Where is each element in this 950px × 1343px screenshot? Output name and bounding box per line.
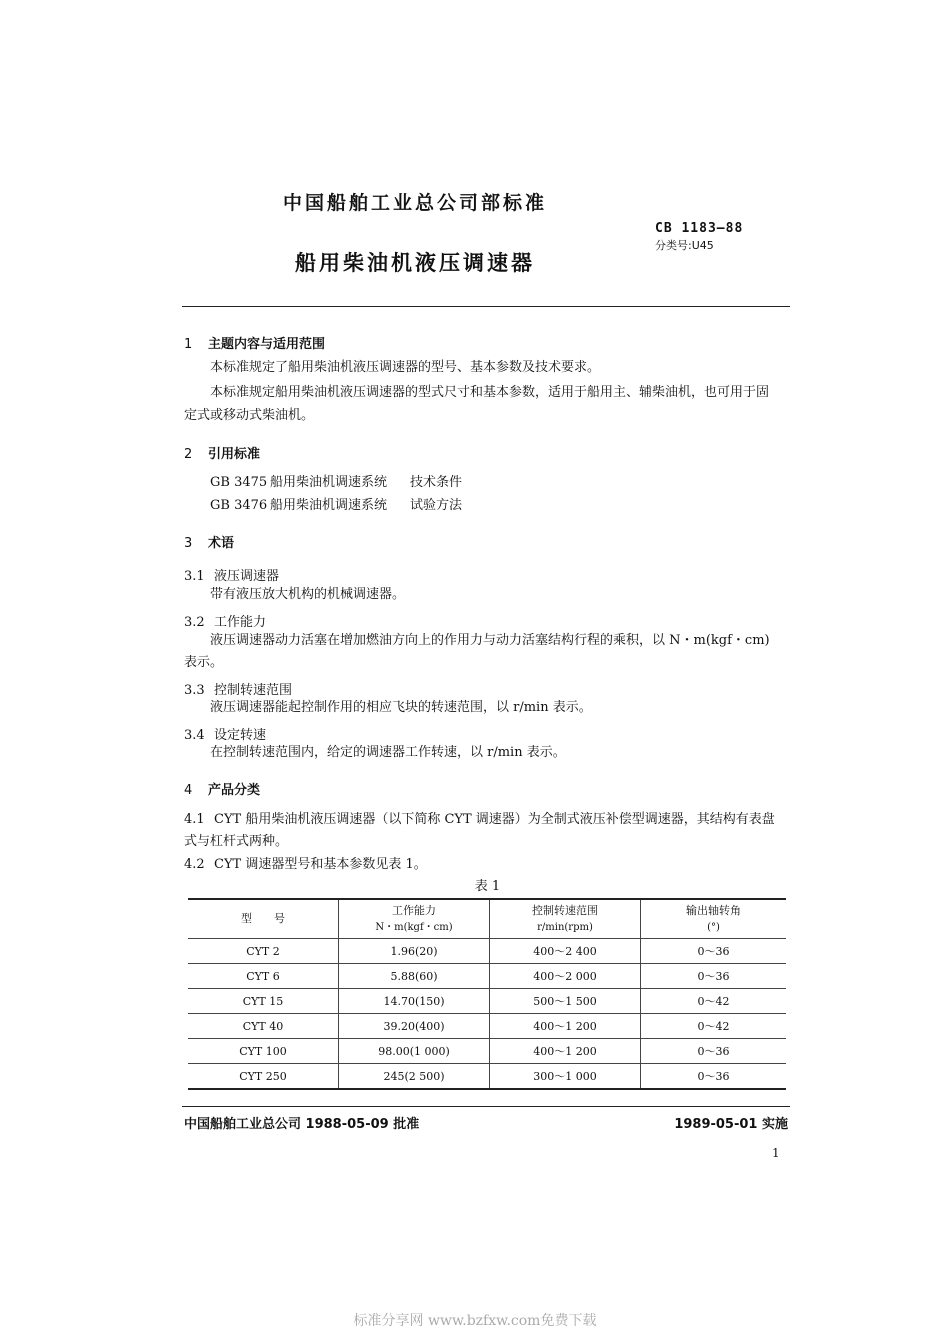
term-3-2-number: 3.2	[184, 615, 205, 630]
section-4-heading	[184, 779, 260, 798]
standard-title: 船用柴油机液压调速器	[295, 251, 535, 275]
cell-model: CYT 6	[188, 964, 339, 989]
term-3-4-number: 3.4	[184, 728, 205, 743]
cell-capacity: 245(2 500)	[339, 1064, 490, 1090]
cell-output-angle: 0～36	[641, 1064, 787, 1090]
cell-capacity: 98.00(1 000)	[339, 1039, 490, 1064]
reference-1-part: 技术条件	[410, 475, 463, 490]
section-3-title: 术语	[208, 536, 235, 551]
cell-model: CYT 100	[188, 1039, 339, 1064]
term-3-3	[184, 679, 292, 698]
header-output-angle-unit: (°)	[707, 922, 720, 933]
site-watermark: 标准分享网 www.bzfxw.com免费下载	[353, 1313, 597, 1329]
table-header-row	[188, 899, 786, 939]
header-divider	[182, 306, 790, 307]
cell-speed-range: 400～1 200	[490, 1039, 641, 1064]
clause-4-1-text-b: 式与杠杆式两种。	[184, 834, 289, 849]
header-capacity	[339, 899, 490, 939]
section-3-heading	[184, 532, 234, 551]
section-1-paragraph-2b: 定式或移动式柴油机。	[184, 408, 315, 423]
term-3-2-definition-a: 液压调速器动力活塞在增加燃油方向上的作用力与动力活塞结构行程的乘积，以 N・m(kgf・cm)	[210, 633, 770, 648]
cell-output-angle: 0～36	[641, 939, 787, 964]
section-1-title: 主题内容与适用范围	[208, 337, 326, 352]
cell-speed-range: 500～1 500	[490, 989, 641, 1014]
effective-date-line: 1989-05-01 实施	[674, 1117, 788, 1132]
term-3-2	[184, 611, 266, 630]
table-row	[188, 1064, 786, 1090]
clause-4-1-a	[184, 809, 775, 831]
section-2-title: 引用标准	[208, 447, 261, 462]
header-capacity-unit: N・m(kgf・cm)	[375, 922, 453, 933]
reference-1-code: GB 3475	[210, 475, 268, 490]
clause-4-2	[184, 854, 427, 876]
page-number: 1	[772, 1146, 780, 1160]
cell-model: CYT 2	[188, 939, 339, 964]
header-model	[188, 899, 339, 939]
approval-line: 中国船舶工业总公司 1988-05-09 批准	[184, 1117, 420, 1132]
section-2-number: 2	[184, 447, 193, 462]
header-capacity-label: 工作能力	[392, 904, 436, 917]
cell-model: CYT 250	[188, 1064, 339, 1090]
term-3-1-number: 3.1	[184, 569, 205, 584]
clause-4-1-number: 4.1	[184, 812, 205, 827]
cell-capacity: 39.20(400)	[339, 1014, 490, 1039]
header-speed-range	[490, 899, 641, 939]
reference-2-name: 船用柴油机调速系统	[270, 498, 388, 513]
term-3-4-name: 设定转速	[214, 728, 267, 743]
cell-output-angle: 0～36	[641, 1039, 787, 1064]
term-3-4	[184, 724, 266, 743]
reference-1-name: 船用柴油机调速系统	[270, 475, 388, 490]
clause-4-2-number: 4.2	[184, 857, 205, 872]
header-model-label: 型 号	[241, 912, 285, 925]
table-row	[188, 964, 786, 989]
cell-speed-range: 400～2 400	[490, 939, 641, 964]
reference-1	[210, 472, 462, 494]
term-3-2-definition-b: 表示。	[184, 655, 224, 670]
footer-divider	[182, 1106, 790, 1107]
header-output-angle-label: 输出轴转角	[686, 904, 741, 917]
reference-2-code: GB 3476	[210, 498, 268, 513]
term-3-1-definition: 带有液压放大机构的机械调速器。	[210, 587, 406, 602]
cell-output-angle: 0～42	[641, 1014, 787, 1039]
section-4-number: 4	[184, 783, 193, 798]
reference-2-part: 试验方法	[410, 498, 463, 513]
header-speed-range-unit: r/min(rpm)	[537, 922, 593, 933]
cell-model: CYT 15	[188, 989, 339, 1014]
cell-speed-range: 400～2 000	[490, 964, 641, 989]
term-3-1	[184, 565, 279, 584]
clause-4-1-text-a: CYT 船用柴油机液压调速器（以下简称 CYT 调速器）为全制式液压补偿型调速器，其结构有表盘	[214, 812, 775, 827]
table-1-caption: 表 1	[474, 879, 501, 894]
cell-capacity: 5.88(60)	[339, 964, 490, 989]
reference-2	[210, 495, 462, 517]
term-3-2-name: 工作能力	[214, 615, 267, 630]
header-speed-range-label: 控制转速范围	[532, 904, 598, 917]
classification-number: 分类号:U45	[655, 239, 714, 252]
term-3-3-name: 控制转速范围	[214, 683, 293, 698]
cell-output-angle: 0～36	[641, 964, 787, 989]
term-3-4-definition: 在控制转速范围内，给定的调速器工作转速，以 r/min 表示。	[210, 745, 566, 760]
cell-speed-range: 300～1 000	[490, 1064, 641, 1090]
section-3-number: 3	[184, 536, 193, 551]
header-output-angle	[641, 899, 787, 939]
table-1	[188, 898, 786, 1090]
section-1-paragraph-2a: 本标准规定船用柴油机液压调速器的型式尺寸和基本参数，适用于船用主、辅柴油机，也可用于固	[210, 385, 770, 400]
cell-output-angle: 0～42	[641, 989, 787, 1014]
cell-capacity: 14.70(150)	[339, 989, 490, 1014]
term-3-3-definition: 液压调速器能起控制作用的相应飞块的转速范围，以 r/min 表示。	[210, 700, 592, 715]
cell-speed-range: 400～1 200	[490, 1014, 641, 1039]
term-3-3-number: 3.3	[184, 683, 205, 698]
cell-model: CYT 40	[188, 1014, 339, 1039]
section-1-heading	[184, 333, 325, 352]
cell-capacity: 1.96(20)	[339, 939, 490, 964]
table-row	[188, 989, 786, 1014]
table-row	[188, 1014, 786, 1039]
term-3-1-name: 液压调速器	[214, 569, 280, 584]
section-2-heading	[184, 443, 260, 462]
clause-4-2-text: CYT 调速器型号和基本参数见表 1。	[214, 857, 427, 872]
standard-code: CB 1183—88	[655, 221, 744, 236]
section-1-number: 1	[184, 337, 193, 352]
table-row	[188, 939, 786, 964]
table-row	[188, 1039, 786, 1064]
section-4-title: 产品分类	[208, 783, 261, 798]
section-1-paragraph-1: 本标准规定了船用柴油机液压调速器的型号、基本参数及技术要求。	[210, 360, 601, 375]
issuing-organization: 中国船舶工业总公司部标准	[282, 192, 547, 214]
